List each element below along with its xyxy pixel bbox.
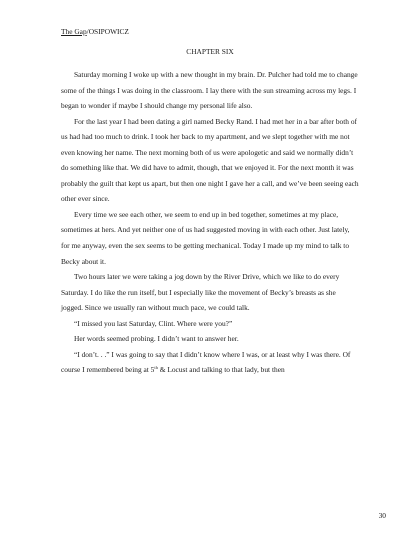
- body-text: [61, 67, 359, 378]
- header-book-title: The Gap: [61, 27, 87, 36]
- paragraph: Every time we see each other, we seem to end up in bed together, sometimes at my place, sometimes at hers. And yet neither one of us had suggested moving in with each other. Just lately, for me anyway, even the sex seems to be getting mechanical. Today I made up my mind to talk to Becky about it.: [61, 209, 350, 266]
- paragraph-last: [61, 347, 359, 378]
- paragraph-text: & Locust and talking to that lady, but then: [157, 365, 285, 375]
- chapter-title: CHAPTER SIX: [186, 47, 234, 56]
- page-number: 30: [378, 511, 386, 520]
- paragraph: Saturday morning I woke up with a new thought in my brain. Dr. Pulcher had told me to change some of the things I was doing in the classroom. I lay there with the sun streaming across my legs. I began to wonder if maybe I should change my personal life also.: [61, 70, 358, 111]
- paragraph-text: “I don’t. . .” I was going to say that I didn’t know where I was, or at least why I was there. Of course I remembered being at 5: [61, 349, 351, 375]
- header-author: /OSIPOWICZ: [86, 27, 129, 36]
- paragraph: Two hours later we were taking a jog down by the River Drive, which we like to do every Saturday. I do like the run itself, but I especially like the movement of Becky’s breasts as she jogged. Since we usually ran without much pace, we could talk.: [61, 272, 340, 313]
- ordinal-superscript: th: [154, 365, 158, 371]
- paragraph: For the last year I had been dating a girl named Becky Rand. I had met her in a bar after both of us had had too much to drink. I took her back to my apartment, and we slept together with me not even knowing her name. The next morning both of us were apologetic and said we normally didn’t do something like that. We did have to admit, though, that we enjoyed it. For the next month it was probably the guilt that kept us apart, but then one night I gave her a call, and we’ve been seeing each other ever since.: [61, 116, 359, 204]
- running-header: [61, 27, 129, 36]
- paragraph: Her words seemed probing. I didn’t want to answer her.: [74, 334, 239, 344]
- paragraph: “I missed you last Saturday, Clint. Where were you?”: [74, 318, 233, 328]
